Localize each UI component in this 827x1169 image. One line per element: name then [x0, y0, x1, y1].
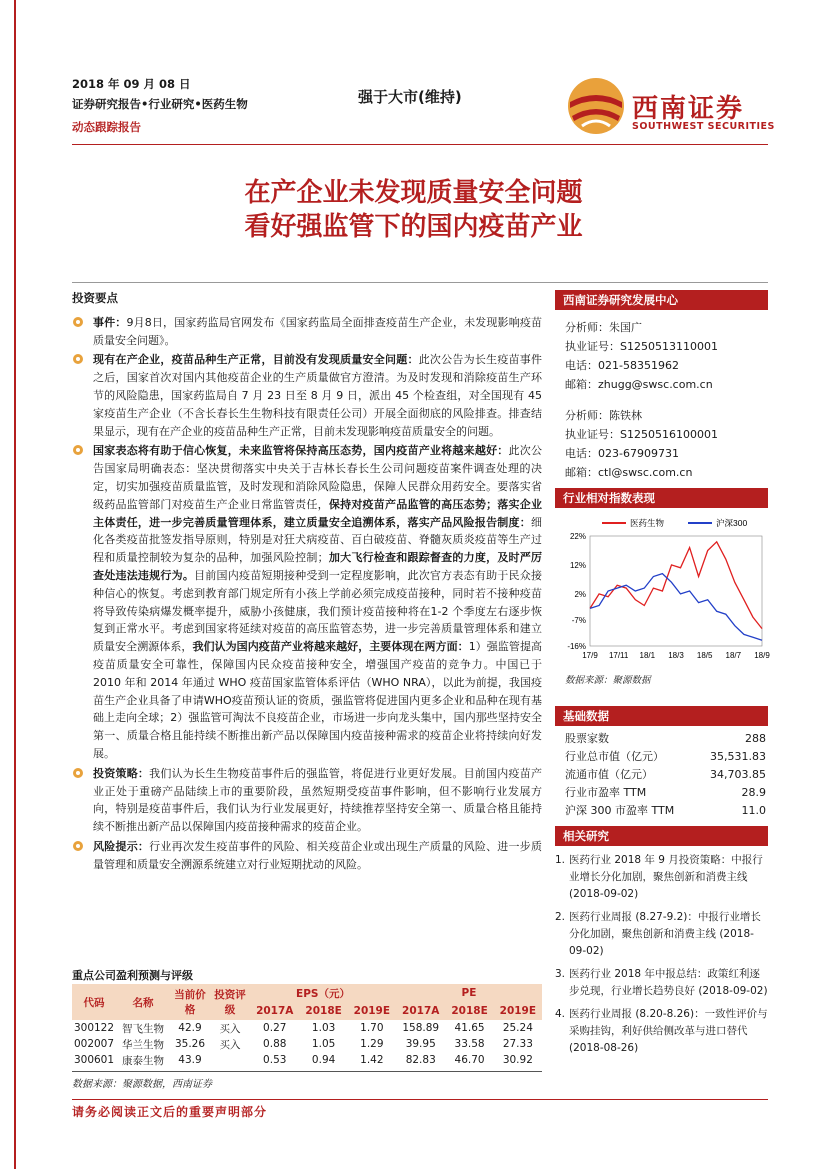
- cell-name: 康泰生物: [122, 1054, 164, 1067]
- cell-value: 41.65: [454, 1022, 485, 1034]
- bullet-text: 此次公告国家局明确表态：坚决贯彻落实中央关于吉林长春长生公司问题疫苗案件调查处理的决定，切实加强疫苗质量监管，及时发现和消除风险隐患，保障人民群众用药安全。要落实省级药品监管部门对疫苗生产企业日常监管责任，: [93, 444, 543, 511]
- cell-value: 33.58: [454, 1038, 485, 1050]
- related-item-title[interactable]: 医药行业周报 (8.27-9.2)：中报行业增长分化加剧，聚焦创新和消费主线 (2018-09-02): [569, 911, 761, 957]
- basic-row: [555, 766, 768, 784]
- bullet-bold: 我们认为国内疫苗产业将越来越好，主要体现在两方面：: [192, 640, 469, 654]
- cell-value: 1.42: [360, 1054, 384, 1066]
- x-tick-label: 18/3: [668, 651, 684, 660]
- bullet-lead: 事件：: [93, 315, 127, 329]
- analyst-heading: 西南证券研究发展中心: [555, 290, 768, 310]
- col-rating: 投资评级: [210, 984, 250, 1020]
- cell-name: 智飞生物: [122, 1022, 164, 1035]
- relative-index-chart: [558, 512, 768, 668]
- cell-value: 46.70: [454, 1054, 485, 1066]
- x-tick-label: 18/7: [725, 651, 742, 660]
- series-line-pharma: [590, 542, 762, 629]
- cell-price: 35.26: [174, 1038, 206, 1050]
- bullet-bold: 保持对疫苗产品监管的高压态势；落实企业主体责任，进一步完善质量管理体系，建立质量安全追溯体系，落实产品风险报告制度：: [93, 497, 543, 529]
- col-year: 2018E: [445, 1002, 493, 1020]
- cell-value: 1.70: [360, 1022, 384, 1034]
- bullet-event: [72, 314, 542, 350]
- basic-data-table: [555, 730, 768, 820]
- basic-row: [555, 748, 768, 766]
- bullet-text: 1）强监管提高疫苗质量安全可靠性，保障国内民众疫苗接种安全，增强国产疫苗的竞争力。中国已于 2010 年和 2014 年通过 WHO 疫苗国家监管体系评估（WHO NRA），以此为前提，我国疫苗生产企业具备了申请WHO疫苗预认证的资质，强监管将促进国内更多企业和品种在现有基础上走向全球；2）强监管可淘汰不良疫苗企业，市场进一步向龙头集中，国内那些坚持安全第一、质量合格且能持续不断推出新产品以保障国内疫苗接种需求的疫苗企业将持续向好发展。: [93, 640, 543, 760]
- legend-label-csi300: 沪深300: [716, 518, 748, 528]
- analyst-email[interactable]: 邮箱：ctl@swsc.com.cn: [565, 466, 693, 479]
- bullet-icon: [72, 353, 84, 365]
- cell-price: 43.9: [178, 1054, 202, 1066]
- bullet-risk: [72, 838, 542, 874]
- basic-key: 行业总市值（亿元）: [565, 750, 664, 763]
- company-logo-icon: [566, 76, 626, 136]
- col-price: 当前价格: [170, 984, 210, 1020]
- related-item-title[interactable]: 医药行业 2018 年中报总结：政策红利逐步兑现，行业增长趋势良好 (2018-09-02): [569, 968, 768, 997]
- basic-key: 流通市值（亿元）: [565, 768, 653, 781]
- related-item-number: 2.: [555, 911, 566, 923]
- cell-price: 42.9: [178, 1022, 202, 1034]
- chart-plot-frame: [590, 536, 762, 646]
- analyst-phone: 电话：023-67909731: [565, 447, 679, 460]
- bullet-text: 行业再次发生疫苗事件的风险、相关疫苗企业或出现生产质量的风险、进一步质量管理和质量安全溯源系统建立对行业短期扰动的风险。: [93, 839, 542, 871]
- related-item-number: 4.: [555, 1008, 566, 1020]
- analyst-phone: 电话：021-58351962: [565, 359, 679, 372]
- x-tick-label: 17/9: [582, 651, 598, 660]
- related-item[interactable]: [555, 966, 768, 1000]
- report-date: 2018 年 09 月 08 日: [72, 77, 191, 91]
- analyst-block: [555, 318, 768, 482]
- cell-value: 0.94: [311, 1054, 336, 1066]
- title-divider: [72, 282, 768, 283]
- x-tick-label: 18/9: [754, 651, 770, 660]
- cell-value: 158.89: [402, 1022, 440, 1034]
- analyst-name: 分析师：陈铁林: [565, 409, 642, 422]
- bullet-production: [72, 351, 542, 440]
- bullet-text: 此次公告为长生疫苗事件之后，国家首次对国内其他疫苗企业的生产质量做官方澄清。为及时发现和消除疫苗生产环节的风险隐患，国家药监局自 7 月 23 日至 8 月 9 日，派出 45 个检查组，对全国现有 45 家疫苗生产企业（不含长春长生生物科技有限责任公司）开展全面彻底的风险排查。排查结果显示，现有在产企业的疫苗品种生产正常，目前未发现影响疫苗质量安全的问题。: [93, 353, 543, 438]
- cell-rating: 买入: [219, 1038, 241, 1051]
- cell-value: 39.95: [405, 1038, 436, 1050]
- analyst-name: 分析师：朱国广: [565, 321, 642, 334]
- bullet-text: 目前国内疫苗短期接种受到一定程度影响，此次官方表态有助于民众接种信心的恢复。考虑到教育部门规定所有小孩上学前必须完成疫苗接种，同时若不接种疫苗将导致传染病爆发概率提升，威胁小孩健康，我们预计疫苗接种将在1-2 个季度左右逐步恢复到正常水平。考虑到国家将延续对疫苗的高压监管态势，进一步完善质量管理体系和建立质量安全溯源体系，: [93, 568, 542, 654]
- y-tick-label: -16%: [567, 642, 586, 651]
- chart-source: 数据来源：聚源数据: [565, 675, 651, 686]
- x-tick-label: 17/11: [608, 651, 629, 660]
- x-tick-label: 18/1: [639, 651, 656, 660]
- legend-label-pharma: 医药生物: [630, 518, 665, 528]
- basic-value: 35,531.83: [710, 750, 766, 763]
- footer-disclaimer: 请务必阅读正文后的重要声明部分: [72, 1105, 268, 1119]
- report-title-line1: 在产企业未发现质量安全问题: [244, 178, 583, 208]
- cell-value: 0.88: [263, 1038, 287, 1050]
- table-bottom-rule: [72, 1071, 542, 1072]
- cell-value: 0.53: [263, 1054, 287, 1066]
- col-year: 2019E: [348, 1002, 396, 1020]
- col-pe: PE: [396, 984, 542, 1002]
- col-year: 2019E: [494, 1002, 542, 1020]
- cell-rating: 买入: [219, 1022, 241, 1035]
- bullet-lead: 现有在产企业，疫苗品种生产正常，目前没有发现质量安全问题：: [93, 353, 419, 367]
- x-tick-label: 18/5: [696, 651, 713, 660]
- cell-value: 0.27: [263, 1022, 287, 1034]
- cell-value: 1.29: [360, 1038, 384, 1050]
- cell-value: 27.33: [502, 1038, 533, 1050]
- col-name: 名称: [116, 984, 170, 1020]
- forecast-heading: 重点公司盈利预测与评级: [72, 969, 193, 982]
- cell-value: 82.83: [405, 1054, 436, 1066]
- analyst-email[interactable]: 邮箱：zhugg@swsc.com.cn: [565, 378, 713, 391]
- bullet-lead: 投资策略：: [93, 766, 150, 780]
- bullet-icon: [72, 840, 84, 852]
- basic-key: 股票家数: [565, 732, 609, 745]
- cell-rating: [210, 1052, 250, 1068]
- related-item[interactable]: [555, 1006, 768, 1057]
- basic-value: 288: [745, 732, 766, 745]
- forecast-source: 数据来源：聚源数据，西南证券: [72, 1079, 212, 1090]
- header-divider: [72, 144, 768, 145]
- report-subtype: 动态跟踪报告: [72, 120, 141, 134]
- basic-value: 28.9: [741, 786, 766, 799]
- related-item-title[interactable]: 医药行业周报 (8.20-8.26)：一致性评价与采购挂钩，利好供给侧改革与进口替代 (2018-08-26): [569, 1008, 768, 1054]
- cell-name: 华兰生物: [122, 1038, 164, 1051]
- related-research-heading: 相关研究: [555, 826, 768, 846]
- analyst-cert: 执业证号：S1250516100001: [565, 428, 718, 441]
- basic-row: [555, 802, 768, 820]
- related-item-number: 3.: [555, 968, 566, 980]
- related-item[interactable]: [555, 909, 768, 960]
- table-row: [72, 1020, 542, 1036]
- bullet-lead: 风险提示：: [93, 839, 150, 853]
- summary-heading: 投资要点: [72, 291, 118, 305]
- cell-value: 1.03: [311, 1022, 336, 1034]
- basic-key: 沪深 300 市盈率 TTM: [565, 804, 675, 817]
- col-year: 2017A: [396, 1002, 446, 1020]
- col-year: 2018E: [300, 1002, 348, 1020]
- table-row: [72, 1052, 542, 1068]
- basic-row: [555, 784, 768, 802]
- bullet-text: 我们认为长生生物疫苗事件后的强监管，将促进行业更好发展。目前国内疫苗产业正处于重磅产品陆续上市的重要阶段，虽然短期受疫苗事件影响，但不影响行业发展方向，特别是疫苗事件后，我们认为行业发展更好，持续推荐坚持安全第一、质量合格且能持续不断推出新产品以保障国内疫苗接种需求的疫苗企业。: [93, 766, 542, 834]
- chart-legend: [602, 518, 747, 528]
- table-row: [72, 1036, 542, 1052]
- y-tick-label: 22%: [569, 532, 586, 541]
- industry-rating: 强于大市(维持): [358, 88, 462, 106]
- footer-divider: [72, 1099, 768, 1100]
- cell-code: 300122: [73, 1022, 115, 1034]
- company-logo-text: 西南证券: [632, 94, 745, 124]
- y-tick-label: -7%: [571, 615, 586, 625]
- bullet-icon: [72, 767, 84, 779]
- company-logo-english: SOUTHWEST SECURITIES: [632, 121, 775, 132]
- cell-code: 002007: [73, 1038, 115, 1050]
- bullet-regulation: [72, 442, 542, 762]
- related-item[interactable]: [555, 852, 768, 903]
- analyst-cert: 执业证号：S1250513110001: [565, 340, 718, 353]
- bullet-icon: [72, 444, 84, 456]
- forecast-table: [72, 984, 542, 1068]
- basic-key: 行业市盈率 TTM: [565, 786, 647, 799]
- related-research-list: [555, 852, 768, 1063]
- basic-row: [555, 730, 768, 748]
- report-title-line2: 看好强监管下的国内疫苗产业: [244, 212, 583, 242]
- bullet-bold: 加大飞行检查和跟踪督查的力度，及时严厉查处违法违规行为。: [93, 551, 543, 582]
- bullet-lead: 国家表态将有助于信心恢复，未来监管将保持高压态势，国内疫苗产业将越来越好：: [93, 444, 509, 458]
- cell-value: 25.24: [502, 1022, 533, 1034]
- col-year: 2017A: [250, 1002, 300, 1020]
- bullet-text: 细化各类疫苗批签发指导原则，特别是对狂犬病疫苗、百白破疫苗、脊髓灰质炎疫苗等生产过程和质量控制较为复杂的品种，加强风险控制；: [93, 515, 542, 565]
- related-item-title[interactable]: 医药行业 2018 年 9 月投资策略：中报行业增长分化加剧，聚焦创新和消费主线 (2018-09-02): [569, 854, 763, 900]
- bullet-text: 9月8日，国家药监局官网发布《国家药监局全面排查疫苗生产企业，未发现影响疫苗质量安全问题》。: [93, 315, 542, 347]
- basic-value: 11.0: [741, 804, 766, 817]
- report-type: 证券研究报告•行业研究•医药生物: [72, 97, 248, 111]
- cell-code: 300601: [73, 1054, 115, 1066]
- chart-heading: 行业相对指数表现: [555, 488, 768, 508]
- y-tick-label: 12%: [569, 560, 586, 570]
- related-item-number: 1.: [555, 854, 566, 866]
- cell-value: 30.92: [502, 1054, 533, 1066]
- cell-value: 1.05: [311, 1038, 336, 1050]
- basic-data-heading: 基础数据: [555, 706, 768, 726]
- basic-value: 34,703.85: [710, 768, 766, 781]
- col-eps: EPS（元）: [250, 984, 396, 1002]
- investment-summary: [72, 290, 542, 876]
- col-code: 代码: [72, 984, 116, 1020]
- bullet-icon: [72, 316, 84, 328]
- bullet-strategy: [72, 765, 542, 836]
- y-tick-label: 2%: [574, 589, 586, 599]
